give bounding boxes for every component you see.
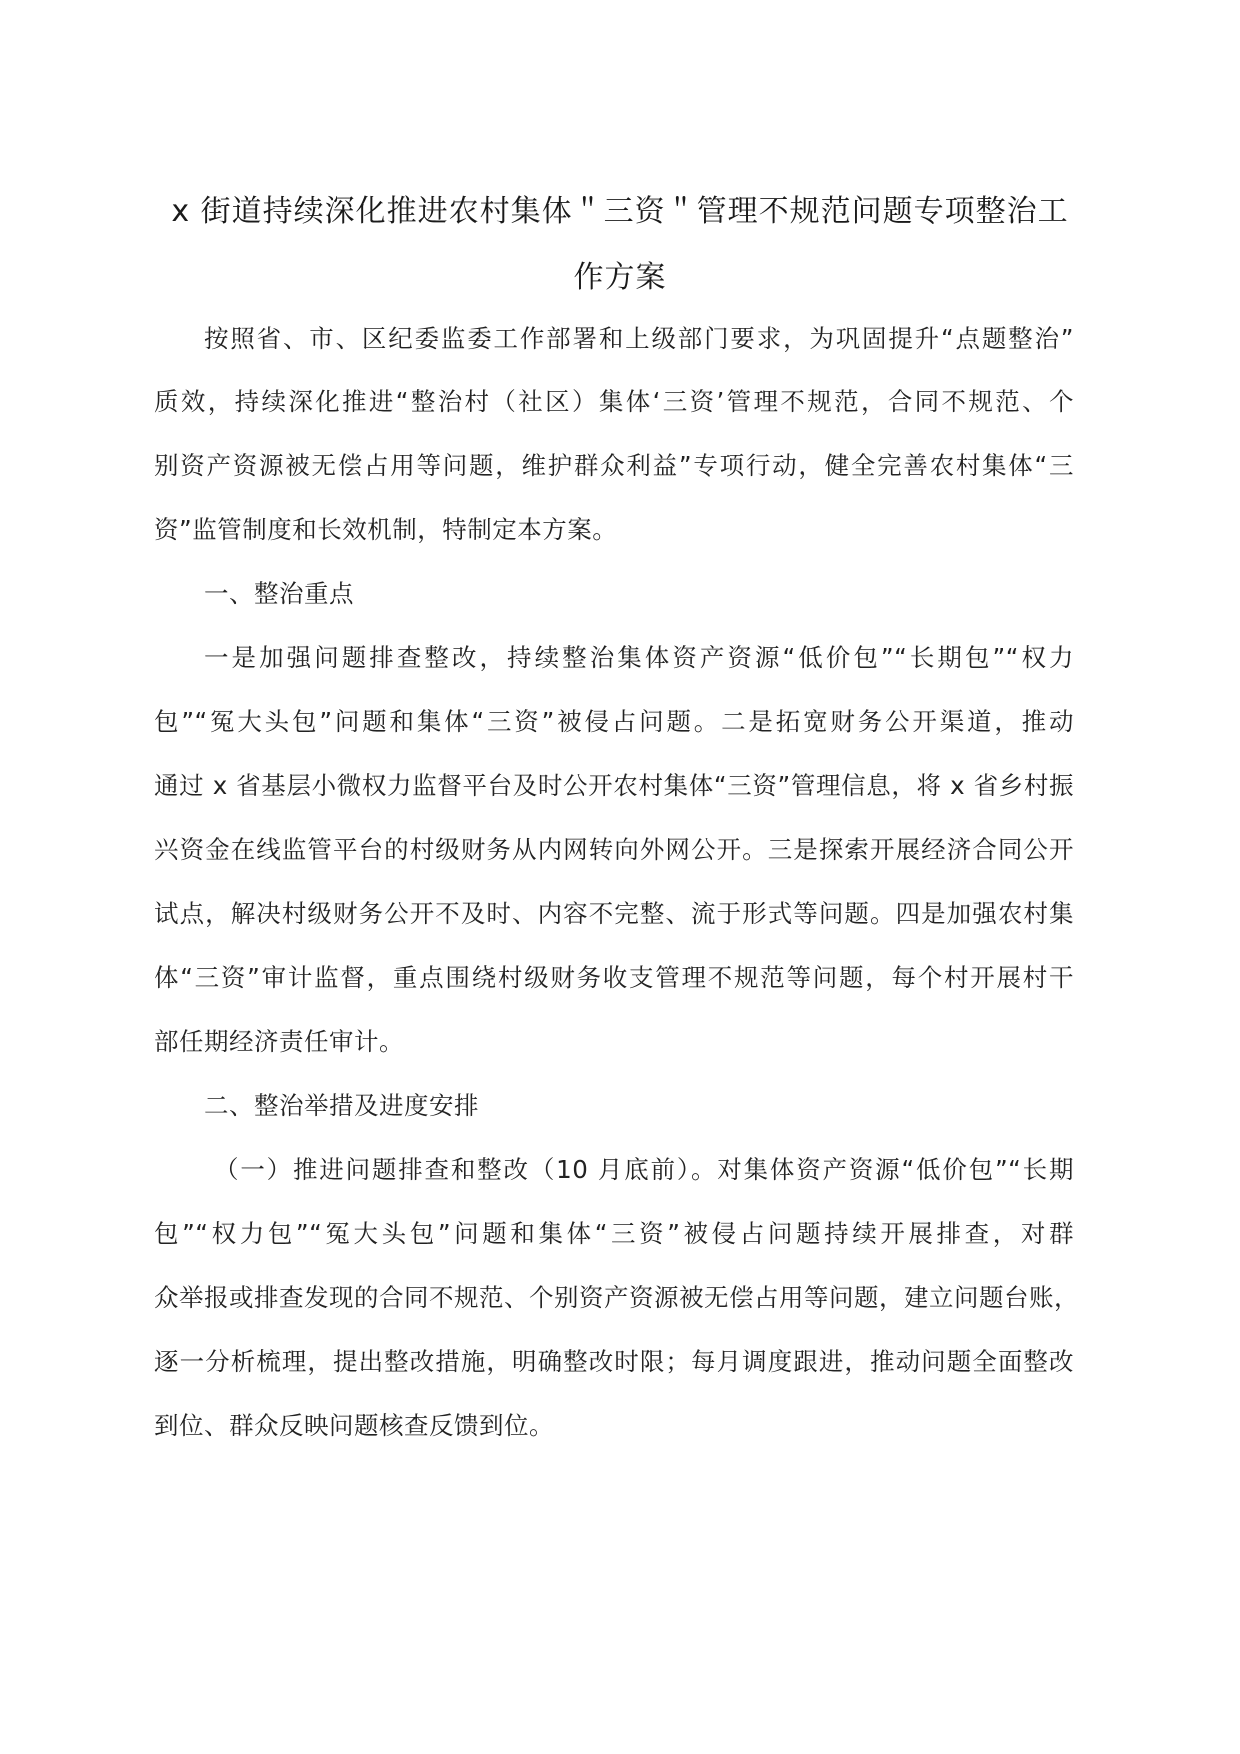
section1-line-1: 一是加强问题排查整改，持续整治集体资产资源“低价包”“长期包”“权力 [204, 643, 1074, 672]
intro-line-2: 质效，持续深化推进“整治村（社区）集体‘三资’管理不规范，合同不规范、个 [154, 387, 1074, 416]
section2-line-5: 到位、群众反映问题核查反馈到位。 [154, 1411, 554, 1440]
section2-line-2: 包”“权力包”“冤大头包”问题和集体“三资”被侵占问题持续开展排查，对群 [154, 1219, 1074, 1248]
intro-line-3: 别资产资源被无偿占用等问题，维护群众利益”专项行动，健全完善农村集体“三 [154, 451, 1074, 480]
document-title-line-2: 作方案 [573, 260, 667, 295]
section1-line-4: 兴资金在线监管平台的村级财务从内网转向外网公开。三是探索开展经济合同公开 [154, 835, 1074, 864]
section1-line-3: 通过 x 省基层小微权力监督平台及时公开农村集体“三资”管理信息，将 x 省乡村振 [154, 771, 1074, 800]
document-title-line-1: x 街道持续深化推进农村集体＂三资＂管理不规范问题专项整治工 [171, 194, 1069, 229]
section1-line-2: 包”“冤大头包”问题和集体“三资”被侵占问题。二是拓宽财务公开渠道，推动 [154, 707, 1074, 736]
section1-line-5: 试点，解决村级财务公开不及时、内容不完整、流于形式等问题。四是加强农村集 [154, 899, 1074, 928]
intro-line-4: 资”监管制度和长效机制，特制定本方案。 [154, 515, 618, 544]
section-heading-1: 一、整治重点 [204, 579, 354, 608]
section2-line-3: 众举报或排查发现的合同不规范、个别资产资源被无偿占用等问题，建立问题台账， [154, 1283, 1079, 1312]
section2-line-1: （一）推进问题排查和整改（10 月底前）。对集体资产资源“低价包”“长期 [214, 1155, 1074, 1184]
intro-line-1: 按照省、市、区纪委监委工作部署和上级部门要求，为巩固提升“点题整治” [204, 324, 1074, 353]
section1-line-7: 部任期经济责任审计。 [154, 1027, 404, 1056]
section1-line-6: 体“三资”审计监督，重点围绕村级财务收支管理不规范等问题，每个村开展村干 [154, 963, 1074, 992]
section-heading-2: 二、整治举措及进度安排 [204, 1091, 479, 1120]
section2-line-4: 逐一分析梳理，提出整改措施，明确整改时限；每月调度跟进，推动问题全面整改 [154, 1347, 1074, 1376]
